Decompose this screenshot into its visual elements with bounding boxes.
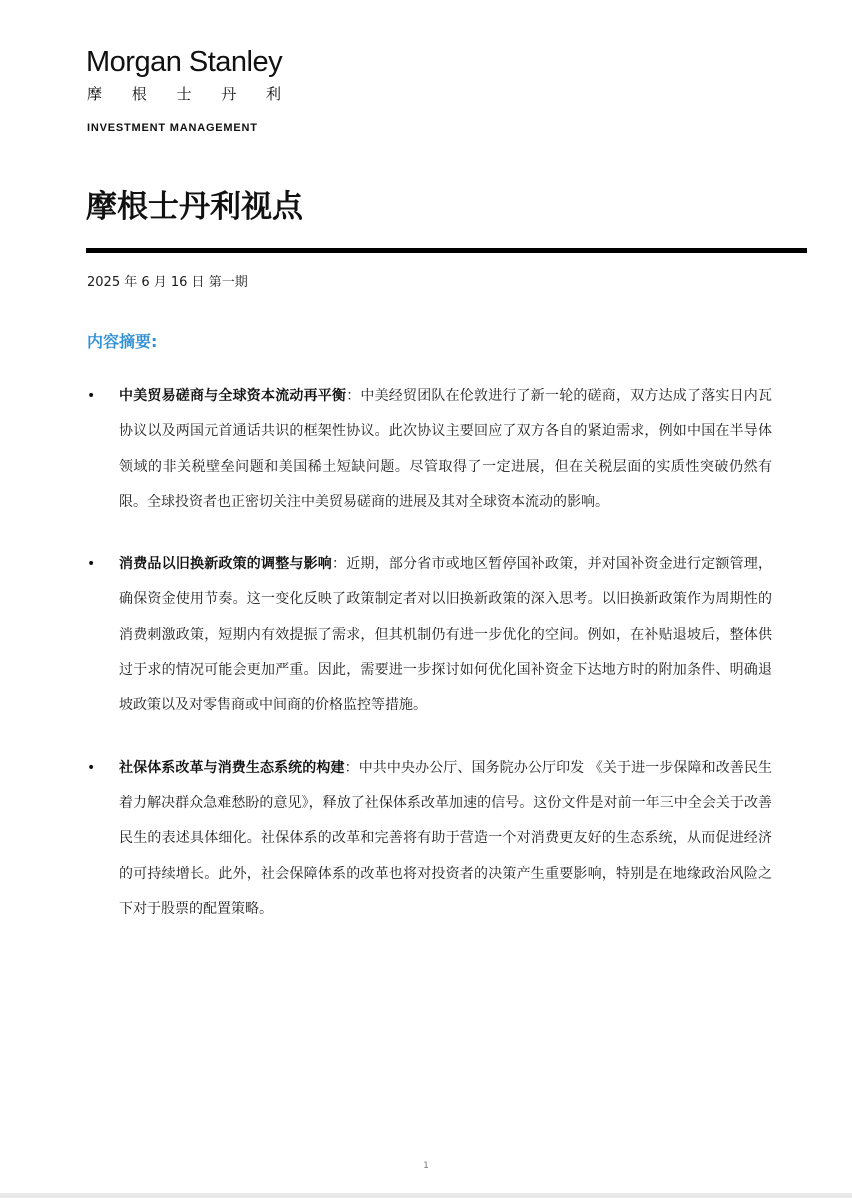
bullet-lead: 消费品以旧换新政策的调整与影响 [119,556,332,573]
summary-bullet-list [87,379,772,954]
summary-bullet-trade-talks [87,379,772,520]
summary-heading: 内容摘要: [87,332,158,351]
summary-bullet-social-security [87,751,772,927]
brand-cn-char: 士 [176,85,192,103]
bullet-lead: 中美贸易磋商与全球资本流动再平衡 [119,388,347,404]
brand-logo-chinese [87,84,281,104]
division-name: INVESTMENT MANAGEMENT [87,122,258,134]
bullet-body: ：中美经贸团队在伦敦进行了新一轮的磋商，双方达成了落实日内瓦协议以及两国元首通话共识的框架性协议。此次协议主要回应了双方各自的紧迫需求，例如中国在半导体领域的非关税壁垒问题和美国稀土短缺问题。尽管取得了一定进展，但在关税层面的实质性突破仍然有限。全球投资者也正密切关注中美贸易磋商的进展及其对全球资本流动的影响。 [119,388,773,510]
page-number: 1 [423,1161,429,1171]
bullet-text [119,751,772,927]
brand-cn-char: 摩 [87,85,103,103]
bullet-icon: • [87,759,96,776]
bullet-body: ：中共中央办公厅、国务院办公厅印发 《关于进一步保障和改善民生 着力解决群众急难愁盼的意见》，释放了社保体系改革加速的信号。这份文件是对前一年三中全会关于改善民生的表述具体细化。社保体系的改革和完善将有助于营造一个对消费更友好的生态系统，从而促进经济的可持续增长。此外，社会保障体系的改革也将对投资者的决策产生重要影响，特别是在地缘政治风险之下对于股票的配置策略。 [119,759,773,917]
bullet-text [119,547,772,723]
bullet-text [119,379,772,520]
brand-cn-char: 利 [265,85,281,103]
bullet-lead: 社保体系改革与消费生态系统的构建 [119,759,345,776]
bullet-icon: • [87,556,96,573]
brand-cn-char: 根 [131,85,147,103]
summary-bullet-trade-in-policy [87,547,772,723]
issue-date: 2025 年 6 月 16 日 第一期 [87,275,248,290]
title-divider [86,248,807,253]
brand-cn-char: 丹 [221,85,237,103]
page-title: 摩根士丹利视点 [86,189,303,225]
page-bottom-edge [0,1193,852,1198]
brand-logo-wordmark: Morgan Stanley [86,46,283,78]
bullet-icon: • [87,388,96,404]
bullet-body: ：近期，部分省市或地区暂停国补政策，并对国补资金进行定额管理，确保资金使用节奏。这一变化反映了政策制定者对以旧换新政策的深入思考。以旧换新政策作为周期性的消费刺激政策，短期内有效提振了需求，但其机制仍有进一步优化的空间。例如，在补贴退坡后，整体供过于求的情况可能会更加严重。因此，需要进一步探讨如何优化国补资金下达地方时的附加条件、明确退坡政策以及对零售商或中间商的价格监控等措施。 [119,556,772,714]
